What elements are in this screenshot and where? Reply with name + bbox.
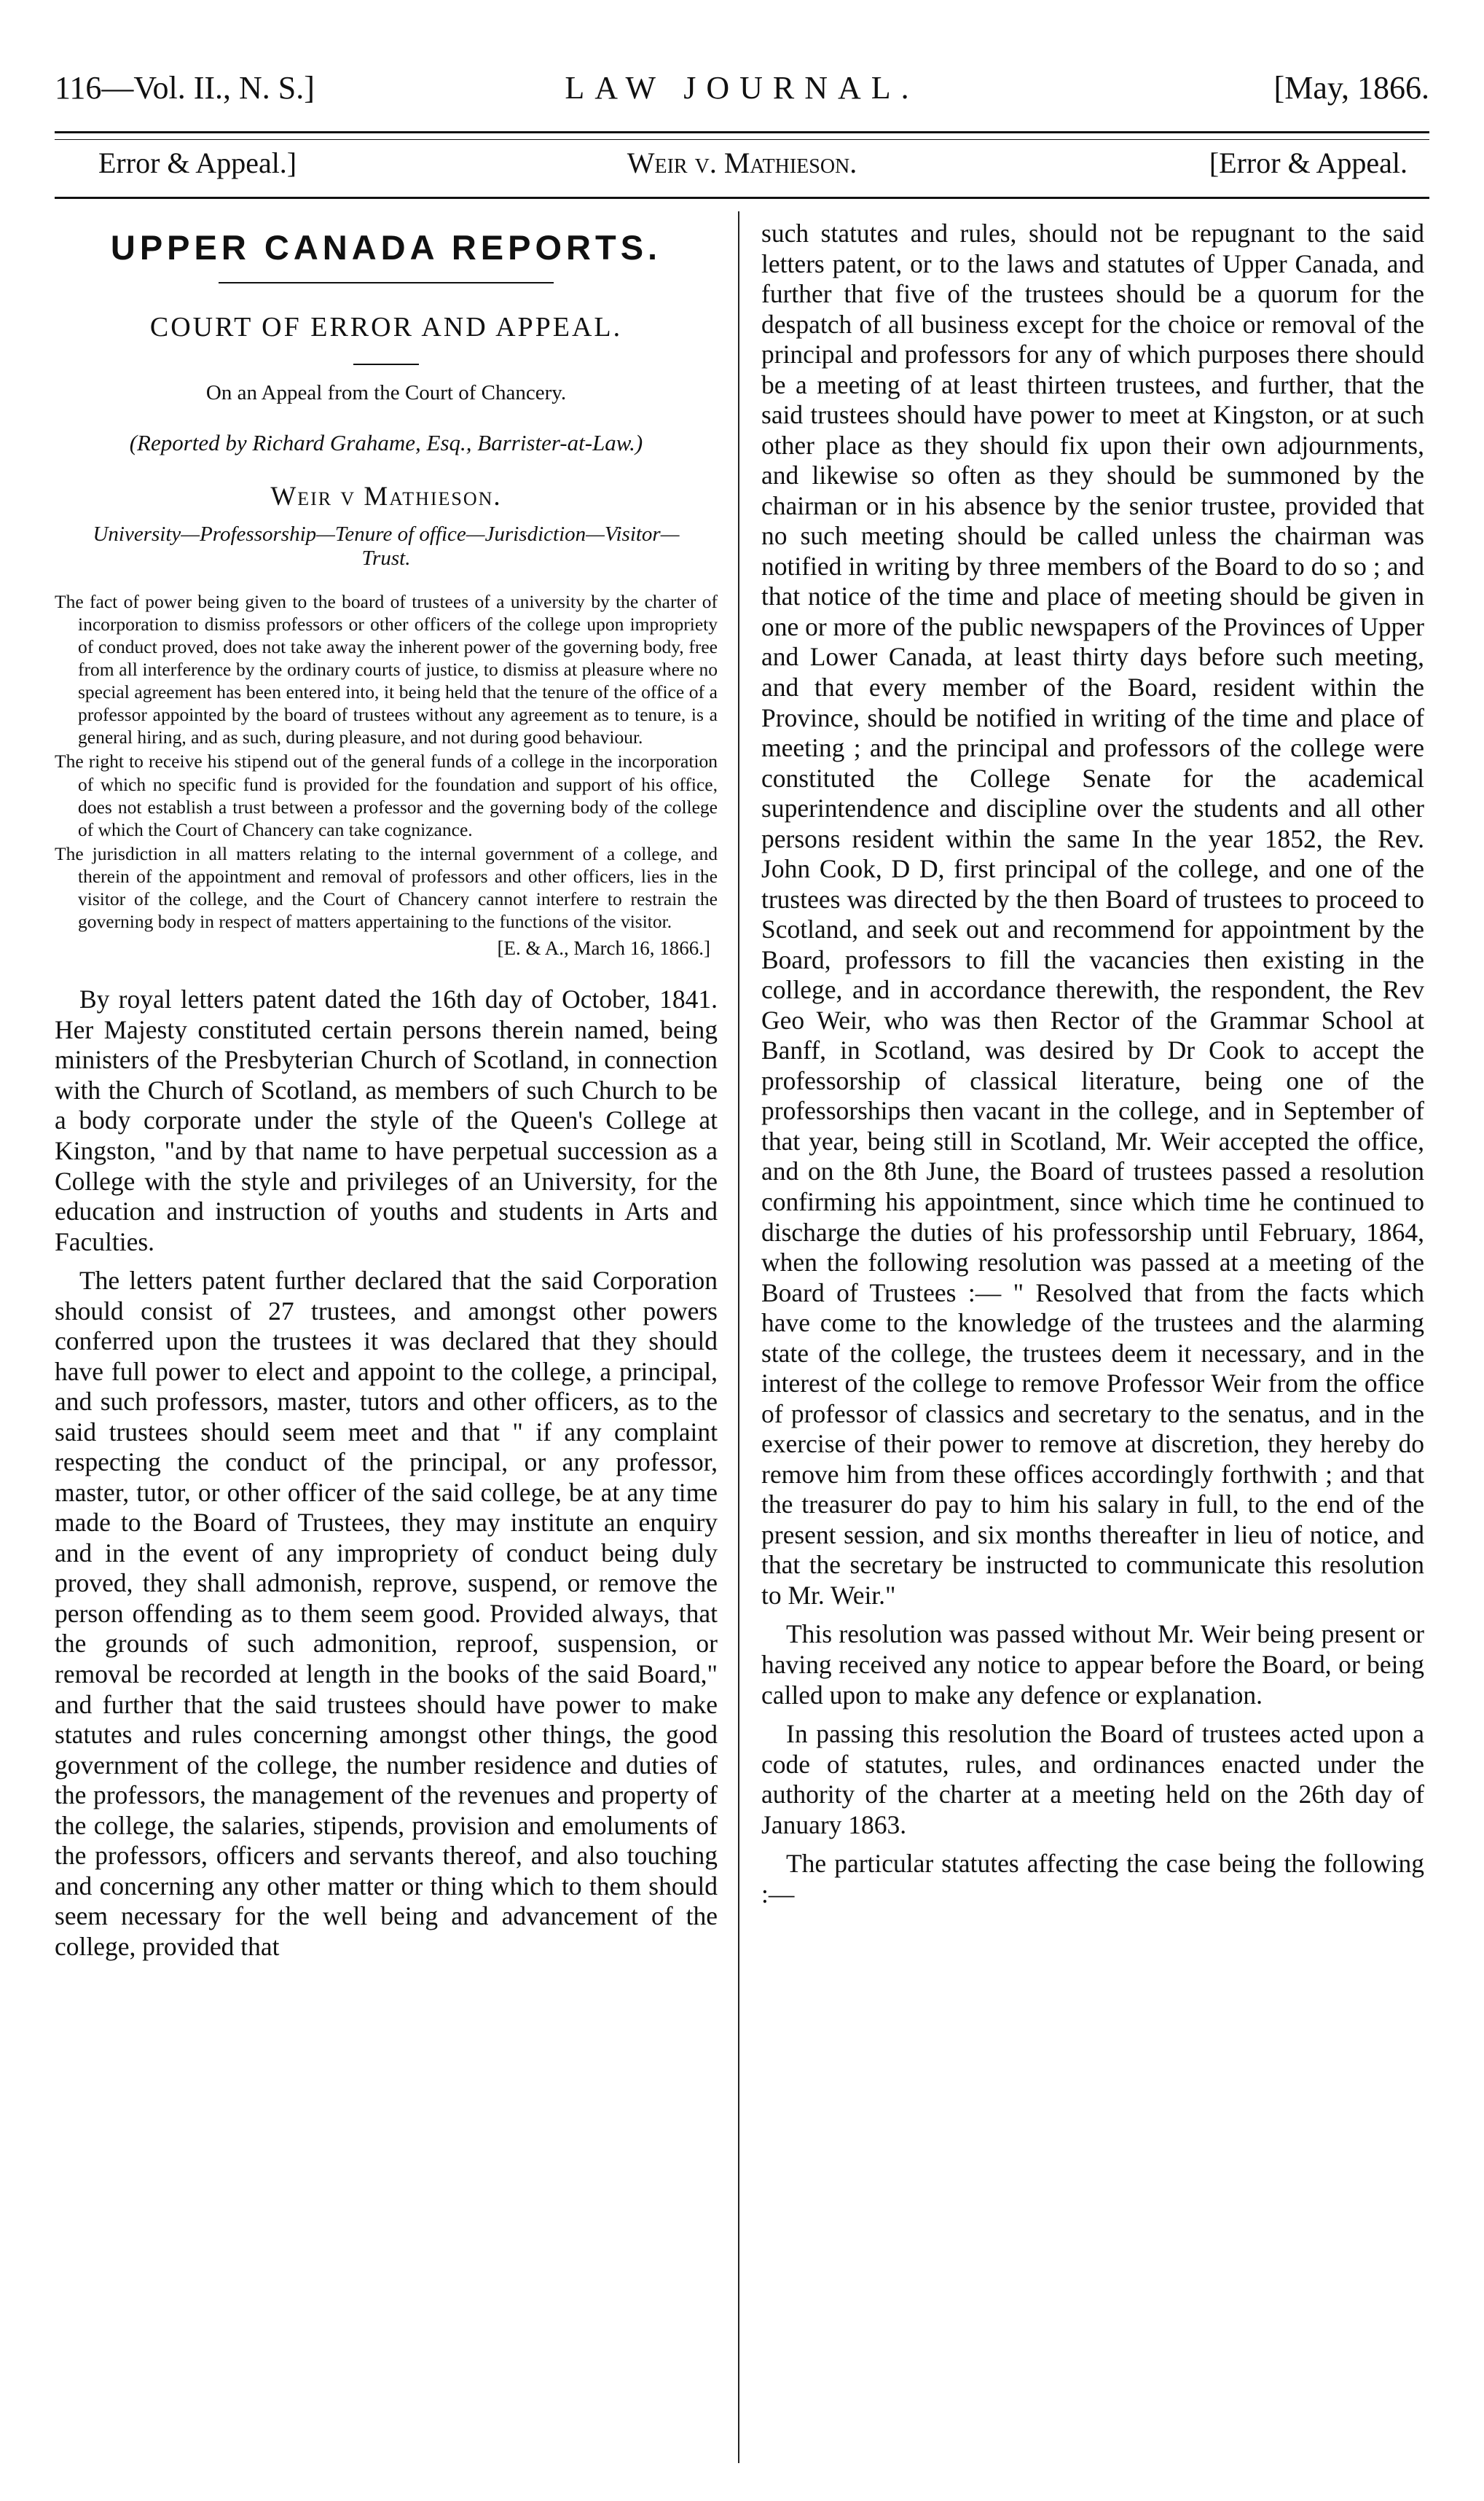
appeal-line: On an Appeal from the Court of Chancery. [205, 381, 567, 404]
decision-date: [E. & A., March 16, 1866.] [497, 937, 710, 960]
reporter-line: (Reported by Richard Grahame, Esq., Barrister-at-Law.) [129, 430, 643, 455]
header-double-rule [55, 131, 1429, 140]
headnote-paragraph: The fact of power being given to the board of trustees of a university by the charter of incorporation to dismiss professors or other officers of the college upon impropriety of conduct proved, does not take away the inherent power of the governing body, free from all interference by the ordinary courts of justice, to dismiss at pleasure where no special agreement has been entered into, it being held that the tenure of the office of a professor appointed by the board of trustees without any agreement as to tenure, is a general hiring, and as such, during pleasure, and not during good behaviour. [55, 590, 718, 748]
running-head-journal-title: LAW JOURNAL. [565, 70, 919, 106]
body-paragraph: such statutes and rules, should not be repugnant to the said letters patent, or to the laws and statutes of Upper Canada, and further that five of the trustees should be a quorum for the despatch of all business except for the choice or removal of the principal and professors for any of which purposes there should be a meeting of at least thirteen trustees, and further, that the said trustees should have power to meet at Kingston, or at such other place as they should fix upon their own adjournments, and likewise so often as they should be summoned by the chairman or in his absence by the senior trustee, provided that no such meeting should be called unless the chairman was notified in writing by three members of the Board to do so ; and that notice of the time and place of meeting should be given in one or more of the public newspapers of the Provinces of Upper and Lower Canada, at least thirty days before such meeting, and that every member of the Board, resident within the Province, should be notified in writing of the time and place of meeting ; and the principal and professors of the college were constituted the College Senate for the academical superintendence and discipline over the students and all other persons resident within the same In the year 1852, the Rev. John Cook, D D, first principal of the college, and one of the trustees was directed by the then Board of trustees to proceed to Scotland, and seek out and recommend for appointment by the Board, professors to fill the vacancies then existing in the college, and in accordance therewith, the respondent, the Rev Geo Weir, who was then Rector of the Grammar School at Banff, in Scotland, was desired by Dr Cook to accept the professorship of classical literature, being one of the professorships then vacant in the college, and in September of that year, being still in Scotland, Mr. Weir accepted the office, and on the 8th June, the Board of trustees passed a resolution confirming his appointment, since which time he continued to discharge the duties of his professorship until February, 1864, when the following resolution was passed at a meeting of the Board of Trustees :— " Resolved that from the facts which have come to the knowledge of the trustees and the alarming state of the college, the trustees deem it necessary, and in the interest of the college to remove Professor Weir from the office of professor of classics and secretary to the senatus, and in the exercise of their power to remove at discretion, they hereby do remove him from these offices accordingly forthwith ; and that the treasurer do pay to him his salary in full, to the end of the present session, and six months thereafter in lieu of notice, and that the secretary be instructed to communicate this resolution to Mr. Weir." [761, 219, 1424, 1610]
section-head-court-left: Error & Appeal.] [98, 146, 297, 179]
title-rule [219, 282, 554, 283]
body-paragraph: In passing this resolution the Board of trustees acted upon a code of statutes, rules, and ordinances enacted under the authority of the charter at a meeting held on the 26th day of January 1863. [761, 1719, 1424, 1839]
section-head-court-right: [Error & Appeal. [1209, 146, 1408, 179]
section-head-rule [55, 197, 1429, 199]
reports-title: UPPER CANADA REPORTS. [110, 228, 662, 267]
case-title: Weir v Mathieson. [270, 482, 502, 512]
column-divider [738, 211, 739, 2463]
body-paragraph: The particular statutes affecting the case being the following :— [761, 1849, 1424, 1909]
body-paragraph: By royal letters patent dated the 16th day of October, 1841. Her Majesty constituted certain persons therein named, being ministers of the Presbyterian Church of Scotland, in connection with the Church of Scotland, as members of such Church to be a body corporate under the style of the Queen's College at Kingston, "and by that name to have perpetual succession as a College with the style and privileges of an University, for the education and instruction of youths and students in Arts and Faculties. [55, 985, 718, 1256]
body-paragraph: The letters patent further declared that the said Corporation should consist of 27 trustees, and amongst other powers conferred upon the trustees it was declared that they should have full power to elect and appoint to the college, a principal, and such professors, master, tutors and other officers, as to the said trustees should seem meet and that " if any complaint respecting the conduct of the principal, or any professor, master, tutor, or other officer of the said college, be at any time made to the Board of Trustees, they may institute an enquiry and in the event of any impropriety of conduct being duly proved, they shall admonish, reprove, suspend, or remove the person offending as to them seem good. Provided always, that the grounds of such admonition, reproof, suspension, or removal be recorded at length in the books of the said Board," and further that the said trustees should have power to make statutes and rules concerning amongst other things, the good government of the college, the number residence and duties of the professors, the management of the revenues and property of the college, the salaries, stipends, provision and emoluments of the professors, officers and servants thereof, and also touching and concerning any other matter or thing which to them should seem necessary for the well being and advancement of the college, provided that [55, 1266, 718, 1961]
body-paragraph: This resolution was passed without Mr. Weir being present or having received any notice to appear before the Board, or being called upon to make any defence or explanation. [761, 1619, 1424, 1710]
left-body-text [55, 985, 718, 1962]
headnote-topics: University—Professorship—Tenure of office—Jurisdiction—Visitor—Trust. [93, 522, 680, 571]
right-column [761, 219, 1424, 1909]
right-body-text [761, 219, 1424, 1909]
section-head [55, 146, 1429, 189]
headnote-paragraph: The jurisdiction in all matters relating to the internal government of a college, and therein of the appointment and removal of professors and other officers, lies in the visitor of the college, and the Court of Chancery cannot interfere to restrain the governing body in respect of matters appertaining to the functions of the visitor. [55, 842, 718, 933]
running-head-date: [May, 1866. [1273, 70, 1429, 106]
headnote-paragraph: The right to receive his stipend out of the general funds of a college in the incorporation of which no specific fund is provided for the foundation and support of his office, does not establish a trust between a professor and the governing body of the college of which the Court of Chancery can take cognizance. [55, 751, 718, 840]
court-title: COURT OF ERROR AND APPEAL. [149, 312, 623, 343]
court-rule [353, 364, 419, 365]
left-column [55, 219, 718, 1962]
headnote [55, 590, 718, 934]
section-head-case-name: Weir v. Mathieson. [627, 146, 857, 179]
running-head-volume: 116—Vol. II., N. S.] [55, 70, 315, 106]
running-head [55, 69, 1429, 113]
